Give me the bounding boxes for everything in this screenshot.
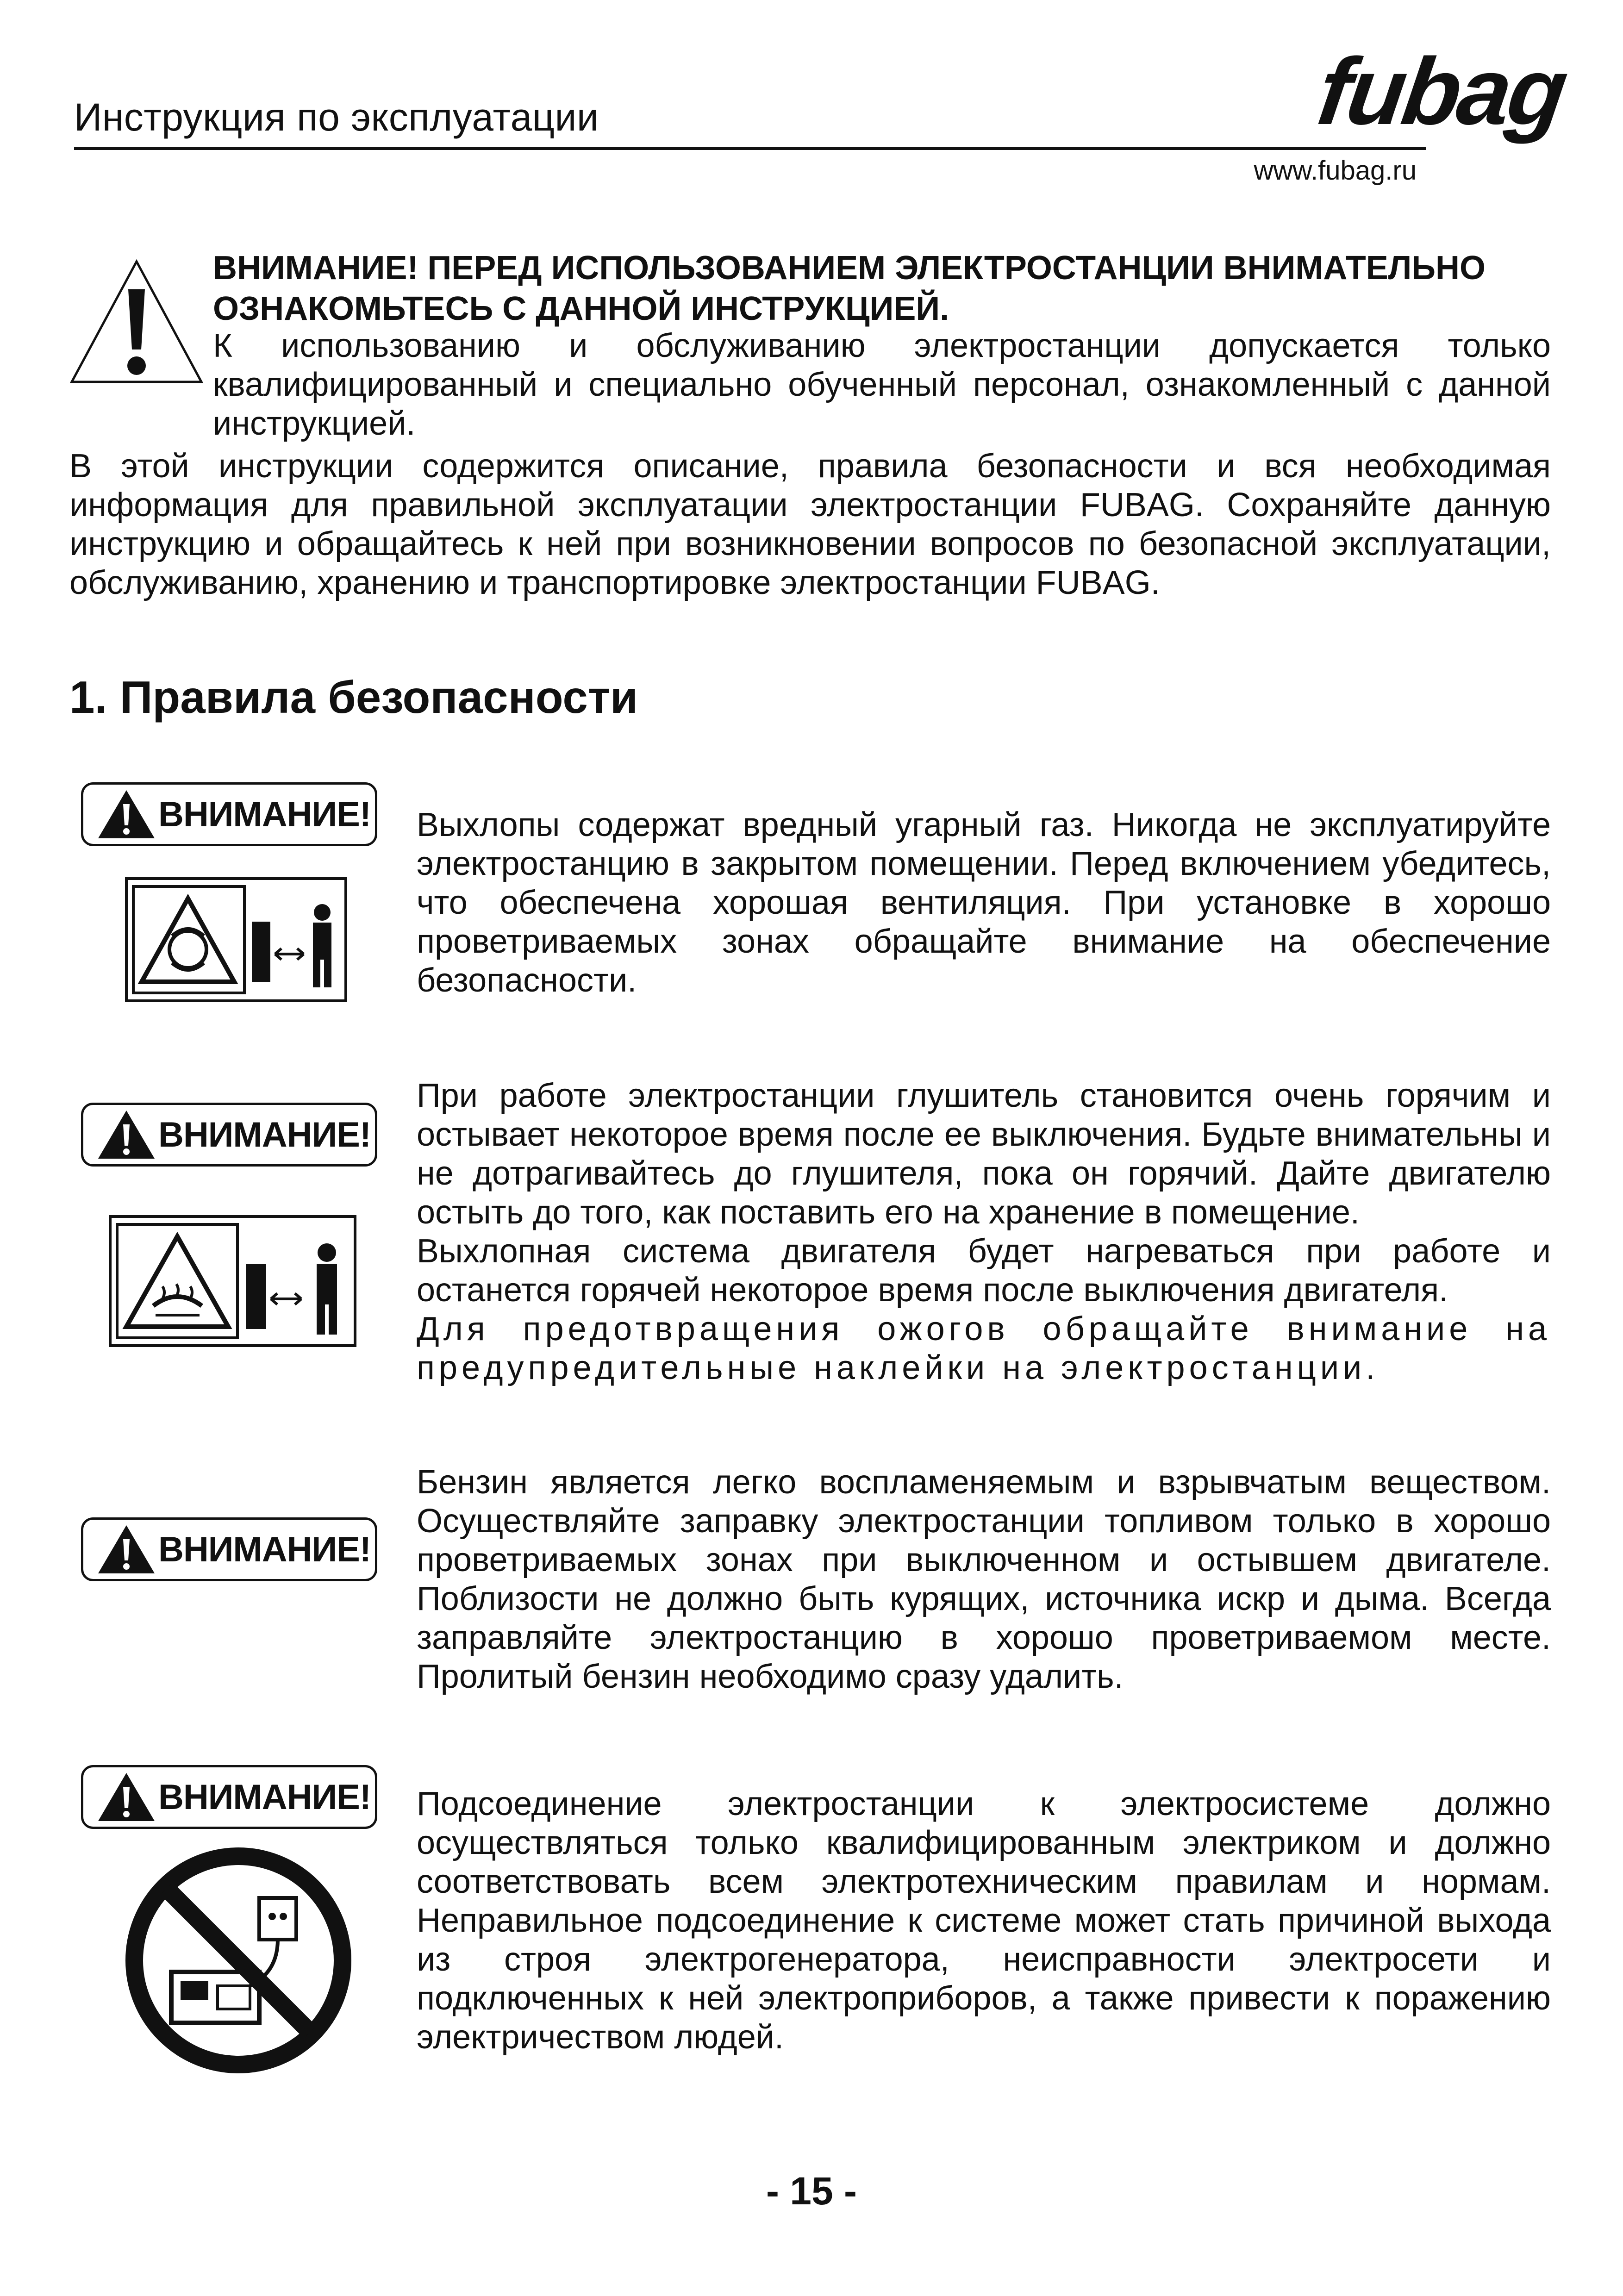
warning-1-paragraph: Выхлопы содержат вредный угарный газ. Никогда не эксплуатируйте электростанцию в закрытом помещении. Перед включением убедитесь, что обеспечена хорошая вентиляция. При установке в хорошо проветриваемых зонах обращайте внимание на обеспечение безопасности. xyxy=(417,806,1551,999)
document-title: Инструкция по эксплуатации xyxy=(74,95,599,139)
hot-surface-pictogram xyxy=(109,1215,356,1347)
warning-triangle-icon xyxy=(96,788,156,840)
attention-badge-3 xyxy=(81,1517,377,1581)
warning-2-paragraph-2: Выхлопная система двигателя будет нагреваться при работе и останется горячей некоторое время после выключения двигателя. xyxy=(417,1233,1551,1309)
attention-label: ВНИМАНИЕ! xyxy=(158,794,371,834)
attention-badge-1 xyxy=(81,782,377,846)
intro-warning-heading: ВНИМАНИЕ! ПЕРЕД ИСПОЛЬЗОВАНИЕМ ЭЛЕКТРОСТАНЦИИ ВНИМАТЕЛЬНО ОЗНАКОМЬТЕСЬ С ДАННОЙ ИНСТРУКЦИЕЙ. xyxy=(213,250,1486,327)
toxic-fumes-icon xyxy=(128,880,344,999)
fubag-logo: fubag xyxy=(1311,38,1572,144)
warning-1-text xyxy=(417,805,1551,1000)
warning-triangle-icon xyxy=(96,1771,156,1823)
warning-3-text xyxy=(417,1463,1551,1696)
attention-badge-2 xyxy=(81,1103,377,1167)
attention-label: ВНИМАНИЕ! xyxy=(158,1777,371,1817)
intro-paragraph: В этой инструкции содержится описание, правила безопасности и вся необходимая информация для правильной эксплуатации электростанции FUBAG. Сохраняйте данную инструкцию и обращайтесь к ней при возникновении вопросов по безопасной эксплуатации, обслуживанию, хранению и транспортировке электростанции FUBAG. xyxy=(69,448,1551,601)
intro-warning-text: К использованию и обслуживанию электростанции допускается только квалифицированный и специально обученный персонал, ознакомленный с данной инструкцией. xyxy=(213,327,1551,442)
section-title: 1. Правила безопасности xyxy=(69,672,638,723)
attention-label: ВНИМАНИЕ! xyxy=(158,1529,371,1569)
warning-4-text xyxy=(417,1784,1551,2057)
attention-badge-4 xyxy=(81,1765,377,1829)
website-url: www.fubag.ru xyxy=(1254,156,1417,186)
warning-3-paragraph: Бензин является легко воспламеняемым и взрывчатым веществом. Осуществляйте заправку электростанции топливом только в хорошо проветриваемых зонах при выключенном и остывшем двигателе. Поблизости не должно быть курящих, источника искр и дыма. Всегда заправляйте электростанцию в хорошо проветриваемом месте. Пролитый бензин необходимо сразу удалить. xyxy=(417,1464,1551,1695)
page-number: - 15 - xyxy=(766,2169,857,2213)
warning-triangle-icon xyxy=(96,1523,156,1575)
warning-4-paragraph: Подсоединение электростанции к электросистеме должно осуществляться только квалифицированным электриком и должно соответствовать всем электротехническим правилам и нормам. Неправильное подсоединение к системе может стать причиной выхода из строя электрогенератора, неисправности электросети и подключенных к ней электроприборов, а также привести к поражению электричеством людей. xyxy=(417,1785,1551,2056)
warning-triangle-icon xyxy=(67,257,206,387)
warning-2-paragraph-3: Для предотвращения ожогов обращайте внимание на предупредительные наклейки на электростанции. xyxy=(417,1310,1551,1386)
hot-surface-icon xyxy=(112,1218,354,1344)
warning-2-text xyxy=(417,1076,1551,1387)
no-grid-connection-icon xyxy=(125,1847,352,2074)
warning-2-paragraph-1: При работе электростанции глушитель становится очень горячим и остывает некоторое время после ее выключения. Будьте внимательны и не дотрагивайтесь до глушителя, пока он горячий. Дайте двигателю остыть до того, как поставить его на хранение в помещение. xyxy=(417,1077,1551,1231)
warning-triangle-icon xyxy=(96,1109,156,1160)
attention-label: ВНИМАНИЕ! xyxy=(158,1115,371,1154)
header-divider xyxy=(74,147,1426,150)
exhaust-fumes-pictogram xyxy=(125,877,347,1002)
